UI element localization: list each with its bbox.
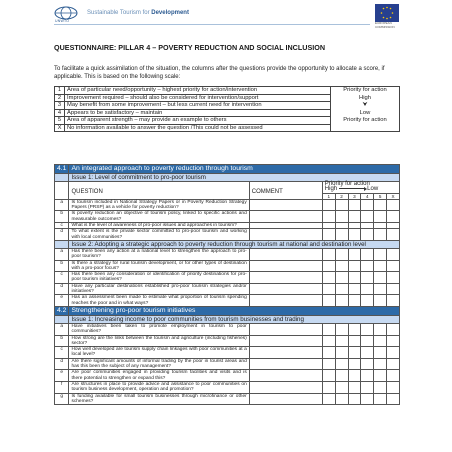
page-title: QUESTIONNAIRE: PILLAR 4 – POVERTY REDUCTION AND SOCIAL INCLUSION (54, 43, 326, 52)
scale-num: 5 (55, 117, 65, 125)
score-cell[interactable] (361, 370, 374, 382)
issue-row (55, 315, 400, 323)
question-text: What is the level of awareness of pro-poor issues and approaches in tourism? (69, 223, 249, 229)
score-cell[interactable] (374, 272, 387, 284)
score-cell[interactable] (374, 370, 387, 382)
scale-num: 1 (55, 87, 65, 95)
table-row (55, 323, 400, 335)
score-cell[interactable] (387, 199, 400, 211)
score-cell[interactable] (374, 248, 387, 260)
issue-spacer (55, 240, 69, 248)
table-row (55, 370, 400, 382)
score-cell[interactable] (374, 323, 387, 335)
question-text: Have initiatives been taken to promote employment in tourism to poor communities? (69, 323, 249, 335)
score-cell[interactable] (361, 199, 374, 211)
score-cell[interactable] (335, 381, 348, 393)
section-title: An integrated approach to poverty reduction through tourism (69, 165, 400, 174)
score-cell[interactable] (374, 199, 387, 211)
scale-num: X (55, 124, 65, 132)
scale-row (55, 109, 400, 117)
question-text: Has an assessment been made to estimate what proportion of tourism spending reaches the poor and in what ways? (69, 295, 249, 307)
comment-cell[interactable] (249, 335, 322, 347)
question-text: Is poverty reduction an objective of tourism policy, linked to specific actions and measurable outcomes? (69, 211, 249, 223)
score-cell[interactable] (361, 211, 374, 223)
table-row (55, 211, 400, 223)
scale-desc: May benefit from some improvement – but less current need for intervention (65, 102, 331, 110)
score-cell[interactable] (387, 358, 400, 370)
score-cell[interactable] (374, 335, 387, 347)
score-cell[interactable] (322, 347, 335, 359)
score-cell[interactable] (387, 248, 400, 260)
scale-num: 2 (55, 94, 65, 102)
table-row (55, 347, 400, 359)
score-cell[interactable] (348, 248, 361, 260)
question-letter: c (55, 272, 69, 284)
score-cell[interactable] (322, 199, 335, 211)
score-cell[interactable] (348, 393, 361, 405)
questionnaire-table (54, 164, 400, 405)
logo-text: UNWTO (55, 19, 70, 23)
score-cell[interactable] (322, 323, 335, 335)
comment-cell[interactable] (249, 260, 322, 272)
score-column-label: 2 (335, 193, 348, 199)
score-cell[interactable] (348, 358, 361, 370)
score-cell[interactable] (322, 283, 335, 295)
table-row (55, 358, 400, 370)
question-text: Has there been any consideration or identification of priority destinations for pro-poor tourism initiatives? (69, 272, 249, 284)
score-cell[interactable] (361, 347, 374, 359)
issue-spacer (55, 174, 69, 182)
priority-label: Priority for action (324, 181, 370, 187)
scale-desc: Appears to be satisfactory – maintain (65, 109, 331, 117)
page-header (0, 0, 452, 30)
scale-table (54, 86, 400, 132)
scale-row (55, 87, 400, 95)
scale-priority: Priority for action (331, 87, 400, 95)
issue-row (55, 240, 400, 248)
header-spacer (55, 182, 69, 200)
score-cell[interactable] (387, 211, 400, 223)
comment-cell[interactable] (249, 381, 322, 393)
section-number: 4.1 (55, 165, 69, 174)
table-row (55, 260, 400, 272)
table-row (55, 283, 400, 295)
table-row (55, 199, 400, 211)
scale-row (55, 102, 400, 110)
scale-desc: Area of particular need/opportunity – highest priority for action/intervention (65, 87, 331, 95)
scale-row (55, 94, 400, 102)
score-cell[interactable] (322, 358, 335, 370)
score-cell[interactable] (361, 381, 374, 393)
score-cell[interactable] (348, 347, 361, 359)
score-cell[interactable] (348, 229, 361, 241)
score-cell[interactable] (335, 370, 348, 382)
score-cell[interactable] (335, 335, 348, 347)
score-cell[interactable] (348, 295, 361, 307)
score-cell[interactable] (361, 229, 374, 241)
score-cell[interactable] (335, 229, 348, 241)
score-cell[interactable] (322, 335, 335, 347)
question-letter: e (55, 370, 69, 382)
score-cell[interactable] (361, 283, 374, 295)
table-row (55, 272, 400, 284)
score-cell[interactable] (361, 248, 374, 260)
scale-priority: High (331, 94, 400, 102)
scale-num: 3 (55, 102, 65, 110)
score-cell[interactable] (335, 393, 348, 405)
comment-cell[interactable] (249, 283, 322, 295)
question-text: How strong are the links between the tourism and agriculture (including fisheries) sector? (69, 335, 249, 347)
comment-cell[interactable] (249, 393, 322, 405)
score-cell[interactable] (335, 358, 348, 370)
issue-spacer (55, 315, 69, 323)
question-text: Have any particular destinations established pro-poor tourism strategies and/or initiatives? (69, 283, 249, 295)
comment-cell[interactable] (249, 323, 322, 335)
comment-cell[interactable] (249, 229, 322, 241)
score-cell[interactable] (387, 272, 400, 284)
score-cell[interactable] (335, 295, 348, 307)
score-cell[interactable] (374, 347, 387, 359)
table-row (55, 393, 400, 405)
score-cell[interactable] (374, 283, 387, 295)
comment-cell[interactable] (249, 370, 322, 382)
question-text: To what extent is the private sector committed to pro-poor tourism and working with local communities? (69, 229, 249, 241)
table-row (55, 381, 400, 393)
comment-cell[interactable] (249, 358, 322, 370)
scale-priority: Priority for action (331, 117, 400, 125)
score-cell[interactable] (361, 272, 374, 284)
comment-header: COMMENT (249, 182, 322, 200)
question-letter: c (55, 223, 69, 229)
score-cell[interactable] (374, 211, 387, 223)
issue-title: Issue 1: Increasing income to poor communities from tourism businesses and trading (69, 315, 400, 323)
score-cell[interactable] (374, 358, 387, 370)
section-title: Strengthening pro-poor tourism initiatives (69, 306, 400, 315)
question-letter: a (55, 199, 69, 211)
comment-cell[interactable] (249, 295, 322, 307)
score-cell[interactable] (387, 335, 400, 347)
eu-flag-icon (375, 4, 399, 22)
question-header: QUESTION (69, 182, 249, 200)
scale-desc: Improvement required – should also be considered for intervention/support (65, 94, 331, 102)
score-cell[interactable] (348, 283, 361, 295)
score-cell[interactable] (361, 323, 374, 335)
question-letter: f (55, 381, 69, 393)
scale-num: 4 (55, 109, 65, 117)
score-cell[interactable] (335, 272, 348, 284)
table-row (55, 248, 400, 260)
score-cell[interactable] (374, 381, 387, 393)
score-cell[interactable] (335, 323, 348, 335)
score-cell[interactable] (322, 260, 335, 272)
score-cell[interactable] (361, 295, 374, 307)
question-text: How well developed are tourism supply chain linkages with poor communities at a local level? (69, 347, 249, 359)
score-cell[interactable] (387, 295, 400, 307)
question-letter: d (55, 229, 69, 241)
header-title-bold: Development (151, 10, 189, 16)
score-cell[interactable] (361, 358, 374, 370)
score-cell[interactable] (348, 211, 361, 223)
scale-desc: Area of apparent strength – may provide an example to others (65, 117, 331, 125)
score-cell[interactable] (387, 260, 400, 272)
scale-desc: No information available to answer the question /This could not be assessed (65, 124, 331, 132)
score-cell[interactable] (322, 211, 335, 223)
score-cell[interactable] (374, 295, 387, 307)
score-cell[interactable] (348, 335, 361, 347)
section-row (55, 306, 400, 315)
score-cell[interactable] (348, 370, 361, 382)
comment-cell[interactable] (249, 272, 322, 284)
comment-cell[interactable] (249, 211, 322, 223)
score-cell[interactable] (335, 211, 348, 223)
scale-row (55, 124, 400, 132)
table-row (55, 229, 400, 241)
question-letter: a (55, 323, 69, 335)
score-cell[interactable] (361, 335, 374, 347)
score-cell[interactable] (374, 260, 387, 272)
priority-high: High (324, 186, 338, 193)
comment-cell[interactable] (249, 199, 322, 211)
score-cell[interactable] (387, 347, 400, 359)
score-column-label: X (387, 193, 400, 199)
issue-title: Issue 2: Adopting a strategic approach to poverty reduction through tourism at national and destination level (69, 240, 400, 248)
comment-cell[interactable] (249, 248, 322, 260)
score-column-label: 4 (361, 193, 374, 199)
question-text: Has there been any action at a national level to strengthen the approach to pro-poor tourism? (69, 248, 249, 260)
score-cell[interactable] (387, 393, 400, 405)
header-title-light: Sustainable Tourism for (87, 10, 150, 16)
score-cell[interactable] (348, 381, 361, 393)
table-row (55, 295, 400, 307)
question-letter: b (55, 335, 69, 347)
column-header-row (55, 182, 400, 194)
score-column-label: 5 (374, 193, 387, 199)
score-cell[interactable] (322, 370, 335, 382)
unwto-logo-icon (54, 6, 78, 20)
score-cell[interactable] (322, 393, 335, 405)
arrow-right-icon (339, 188, 365, 189)
score-column-label: 3 (348, 193, 361, 199)
question-letter: d (55, 283, 69, 295)
question-letter: b (55, 260, 69, 272)
score-cell[interactable] (348, 323, 361, 335)
question-text: Is funding available for small tourism businesses through microfinance or other schemes? (69, 393, 249, 405)
score-cell[interactable] (335, 260, 348, 272)
question-text: Are poor communities engaged in providing tourism facilities and visits and is there potential to strengthen or expand this? (69, 370, 249, 382)
question-text: Is there a strategy for rural tourism development, or for other types of destination with a pro-poor focus? (69, 260, 249, 272)
table-row (55, 335, 400, 347)
score-cell[interactable] (361, 393, 374, 405)
question-letter: b (55, 211, 69, 223)
score-cell[interactable] (335, 199, 348, 211)
score-cell[interactable] (335, 248, 348, 260)
scale-row (55, 117, 400, 125)
question-text: Is tourism included in National Strategy Papers or in Poverty Reduction Strategy Papers (PRSP) as a vehicle for poverty reduction? (69, 199, 249, 211)
intro-paragraph: To facilitate a quick assimilation of the situation, the columns after the questions provide the opportunity to allocate a score, if applicable. This is based on the following scale: (54, 66, 385, 80)
question-letter: g (55, 393, 69, 405)
question-letter: d (55, 358, 69, 370)
score-cell[interactable] (322, 272, 335, 284)
score-cell[interactable] (387, 323, 400, 335)
score-cell[interactable] (348, 199, 361, 211)
priority-header (322, 182, 399, 194)
question-text: Are there significant amounts of informal trading by the poor in tourist areas and has this been the subject of any management? (69, 358, 249, 370)
score-cell[interactable] (322, 248, 335, 260)
score-cell[interactable] (387, 370, 400, 382)
eu-text: EUROPEAN COMMISSION (375, 21, 395, 29)
section-number: 4.2 (55, 306, 69, 315)
comment-cell[interactable] (249, 347, 322, 359)
issue-title: Issue 1: Level of commitment to pro-poor tourism (69, 174, 400, 182)
question-letter: a (55, 248, 69, 260)
score-cell[interactable] (322, 229, 335, 241)
priority-low: Low (367, 186, 379, 193)
score-cell[interactable] (387, 381, 400, 393)
question-letter: e (55, 295, 69, 307)
score-cell[interactable] (322, 381, 335, 393)
scale-priority: ⮟ (331, 102, 400, 110)
score-cell[interactable] (335, 283, 348, 295)
score-cell[interactable] (361, 260, 374, 272)
score-cell[interactable] (348, 260, 361, 272)
score-cell[interactable] (335, 347, 348, 359)
priority-scale (325, 187, 397, 192)
header-title (87, 10, 189, 16)
score-cell[interactable] (387, 283, 400, 295)
scale-priority (331, 124, 400, 132)
score-cell[interactable] (322, 295, 335, 307)
scale-priority: Low (331, 109, 400, 117)
question-letter: c (55, 347, 69, 359)
header-divider (54, 24, 370, 25)
score-cell[interactable] (348, 272, 361, 284)
score-column-label: 1 (322, 193, 335, 199)
question-text: Are structures in place to provide advice and assistance to poor communities on tourism business development, operation and promotion? (69, 381, 249, 393)
score-cell[interactable] (374, 229, 387, 241)
score-cell[interactable] (374, 393, 387, 405)
score-cell[interactable] (387, 229, 400, 241)
section-row (55, 165, 400, 174)
